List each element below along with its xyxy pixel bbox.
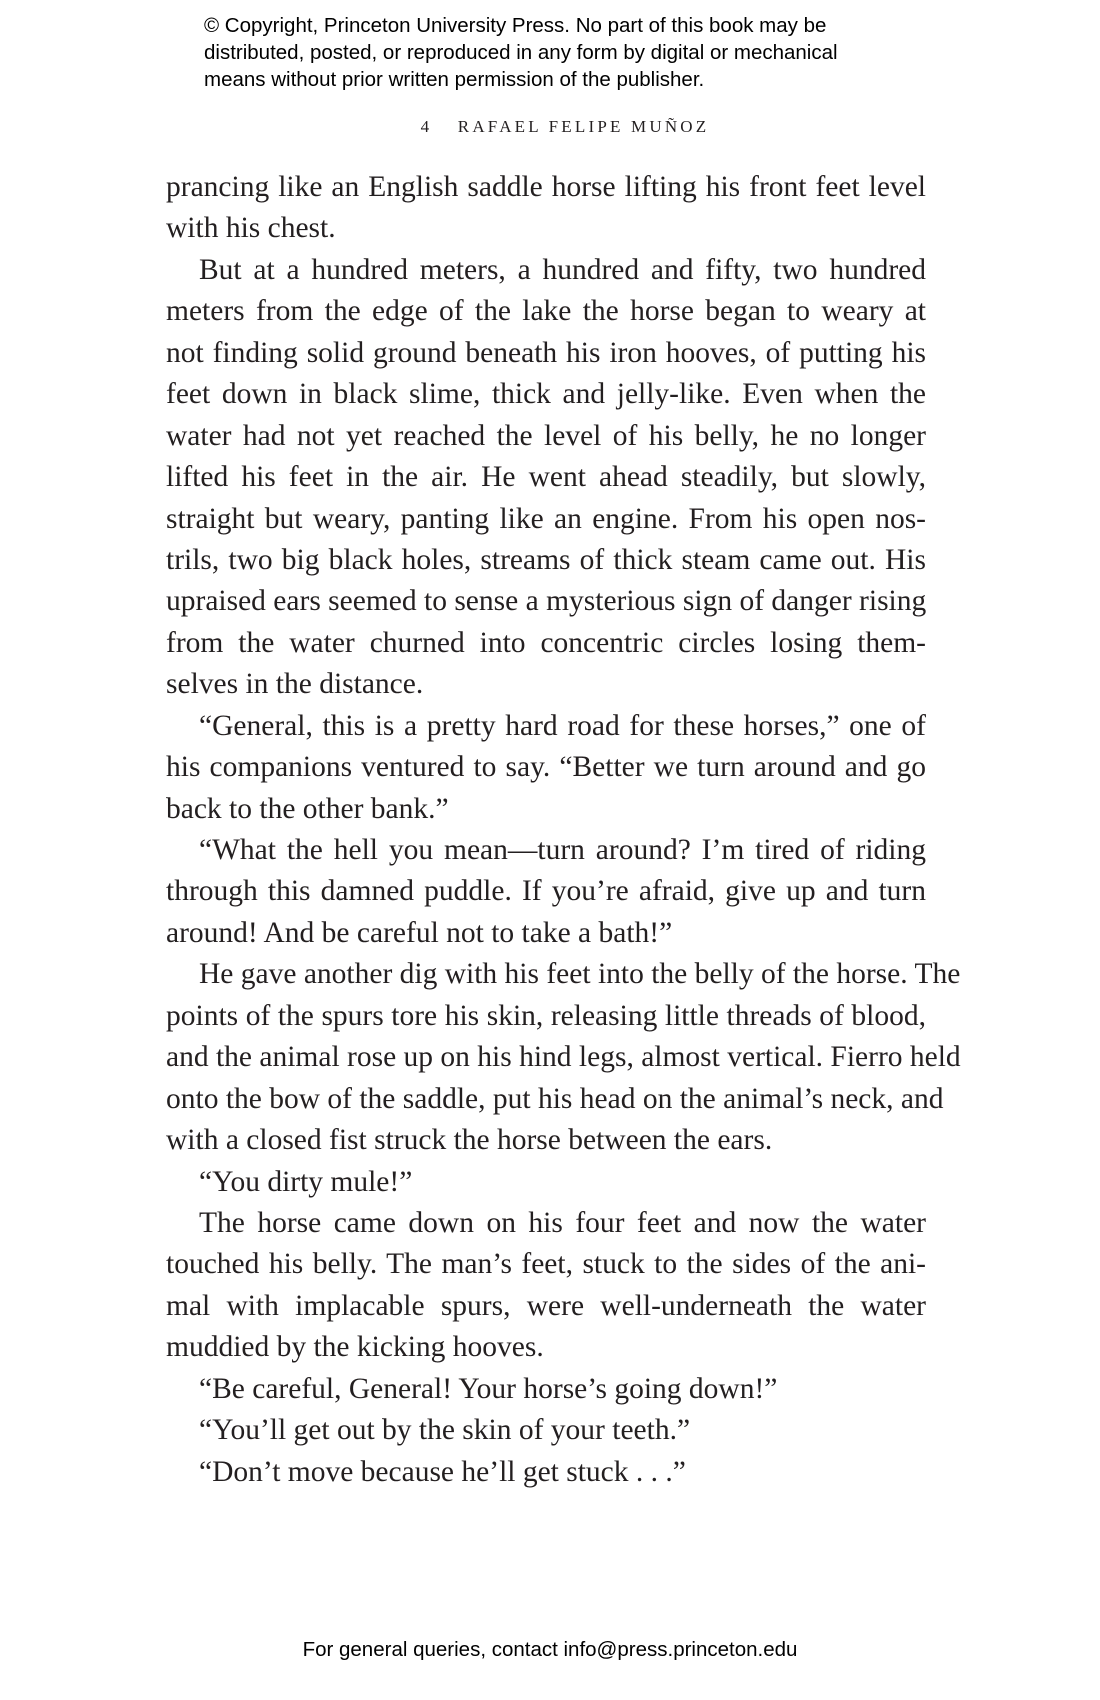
- text-line: with his chest.: [166, 212, 336, 245]
- text-line: through this damned puddle. If you’re afraid, give up and turn: [166, 875, 926, 908]
- text-line: not finding solid ground beneath his iron hooves, of putting his: [166, 336, 926, 369]
- text-line: lifted his feet in the air. He went ahead steadily, but slowly,: [166, 461, 926, 494]
- text-line: and the animal rose up on his hind legs, almost vertical. Fierro held: [166, 1041, 961, 1074]
- text-line: his companions ventured to say. “Better we turn around and go: [166, 751, 926, 784]
- text-line: water had not yet reached the level of his belly, he no longer: [166, 419, 926, 452]
- copyright-line: distributed, posted, or reproduced in any form by digital or mechanical: [204, 41, 838, 64]
- text-line: feet down in black slime, thick and jelly-like. Even when the: [166, 378, 926, 411]
- text-line: with a closed fist struck the horse between the ears.: [166, 1124, 773, 1157]
- text-line: “General, this is a pretty hard road for these horses,” one of: [199, 709, 926, 742]
- text-line: He gave another dig with his feet into the belly of the horse. The: [199, 958, 961, 991]
- text-line: selves in the distance.: [166, 668, 424, 701]
- text-line: “Be careful, General! Your horse’s going down!”: [199, 1372, 778, 1405]
- page-number: 4: [420, 117, 433, 136]
- text-line: points of the spurs tore his skin, releasing little threads of blood,: [166, 999, 926, 1032]
- text-line: upraised ears seemed to sense a mysterious sign of danger rising: [166, 585, 927, 618]
- text-line: “What the hell you mean—turn around? I’m tired of riding: [199, 834, 926, 866]
- text-line: prancing like an English saddle horse lifting his front feet level: [166, 171, 926, 203]
- text-line: But at a hundred meters, a hundred and fifty, two hundred: [199, 253, 926, 286]
- running-head: [0, 117, 1100, 137]
- text-line: “You’ll get out by the skin of your teeth.”: [199, 1414, 691, 1447]
- text-line: touched his belly. The man’s feet, stuck to the sides of the ani-: [166, 1248, 926, 1281]
- text-line: muddied by the kicking hooves.: [166, 1331, 544, 1364]
- copyright-line: © Copyright, Princeton University Press. No part of this book may be: [204, 14, 827, 37]
- text-line: mal with implacable spurs, were well-underneath the water: [166, 1289, 926, 1322]
- text-line: back to the other bank.”: [166, 792, 449, 825]
- footer-contact: For general queries, contact info@press.princeton.edu: [302, 1638, 798, 1661]
- text-line: trils, two big black holes, streams of thick steam came out. His: [166, 543, 926, 576]
- text-line: straight but weary, panting like an engine. From his open nos-: [166, 502, 926, 535]
- body-text: [166, 167, 961, 1493]
- running-head-author: RAFAEL FELIPE MUÑOZ: [457, 117, 710, 136]
- copyright-line: means without prior written permission of the publisher.: [204, 68, 705, 91]
- copyright-notice: [204, 12, 924, 93]
- text-line: from the water churned into concentric circles losing them-: [166, 626, 926, 659]
- text-line: “Don’t move because he’ll get stuck . . .”: [199, 1455, 686, 1488]
- text-line: around! And be careful not to take a bath!”: [166, 916, 673, 949]
- text-line: The horse came down on his four feet and now the water: [199, 1206, 926, 1239]
- text-line: meters from the edge of the lake the horse began to weary at: [166, 295, 926, 328]
- text-line: onto the bow of the saddle, put his head on the animal’s neck, and: [166, 1082, 944, 1115]
- text-line: “You dirty mule!”: [199, 1165, 413, 1198]
